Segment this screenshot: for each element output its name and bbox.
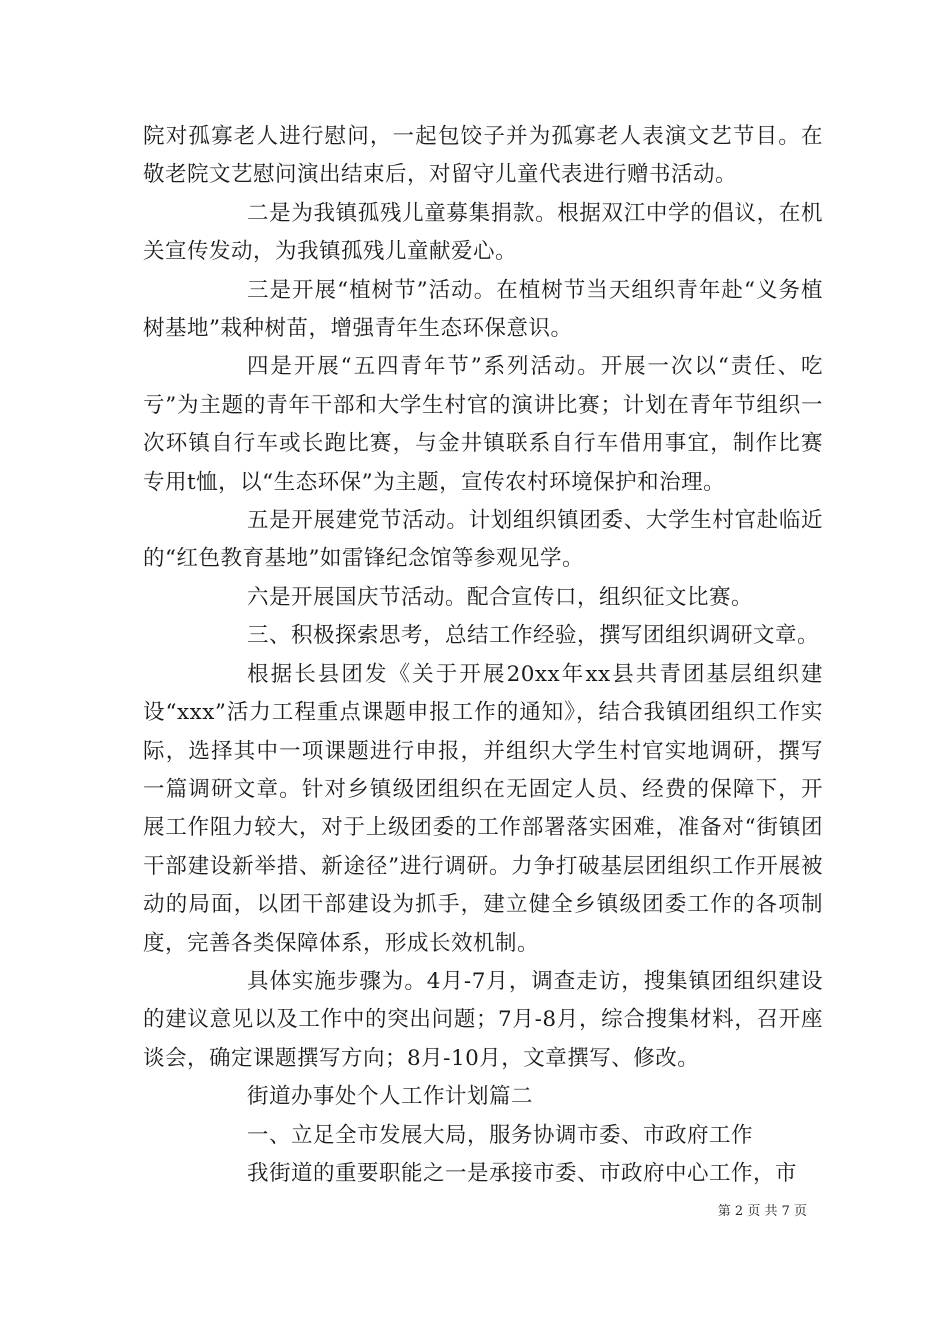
paragraph: 具体实施步骤为。4月-7月，调查走访，搜集镇团组织建设的建议意见以及工作中的突出问题；7月-8月，综合搜集材料，召开座谈会，确定课题撰写方向；8月-10月，文章撰写、修改。 <box>143 968 823 1071</box>
paragraph: 三是开展“植树节”活动。在植树节当天组织青年赴“义务植树基地”栽种树苗，增强青年生态环保意识。 <box>143 277 823 342</box>
paragraph: 二是为我镇孤残儿童募集捐款。根据双江中学的倡议，在机关宣传发动，为我镇孤残儿童献爱心。 <box>143 200 823 265</box>
section-heading: 三、积极探索思考，总结工作经验，撰写团组织调研文章。 <box>247 623 820 649</box>
document-body <box>143 118 823 1193</box>
section-heading: 一、立足全市发展大局，服务协调市委、市政府工作 <box>247 1122 754 1148</box>
paragraph: 六是开展国庆节活动。配合宣传口，组织征文比赛。 <box>247 584 754 610</box>
paragraph: 院对孤寡老人进行慰问，一起包饺子并为孤寡老人表演文艺节目。在敬老院文艺慰问演出结束后，对留守儿童代表进行赠书活动。 <box>143 124 823 188</box>
paragraph: 根据长县团发《关于开展20xx年xx县共青团基层组织建设“xxx”活力工程重点课题申报工作的通知》，结合我镇团组织工作实际，选择其中一项课题进行申报，并组织大学生村官实地调研，撰写一篇调研文章。针对乡镇级团组织在无固定人员、经费的保障下，开展工作阻力较大，对于上级团委的工作部署落实困难，准备对“街镇团干部建设新举措、新途径”进行调研。力争打破基层团组织工作开展被动的局面，以团干部建设为抓手，建立健全乡镇级团委工作的各项制度，完善各类保障体系，形成长效机制。 <box>143 661 823 956</box>
paragraph: 我街道的重要职能之一是承接市委、市政府中心工作，市 <box>247 1160 798 1186</box>
document-subtitle: 街道办事处个人工作计划篇二 <box>247 1084 534 1110</box>
page-number: 第 2 页 共 7 页 <box>717 1204 807 1219</box>
paragraph: 四是开展“五四青年节”系列活动。开展一次以“责任、吃亏”为主题的青年干部和大学生村官的演讲比赛；计划在青年节组织一次环镇自行车或长跑比赛，与金井镇联系自行车借用事宜，制作比赛专用t恤，以“生态环保”为主题，宣传农村环境保护和治理。 <box>143 354 823 495</box>
paragraph: 五是开展建党节活动。计划组织镇团委、大学生村官赴临近的“红色教育基地”如雷锋纪念馆等参观见学。 <box>143 508 823 572</box>
